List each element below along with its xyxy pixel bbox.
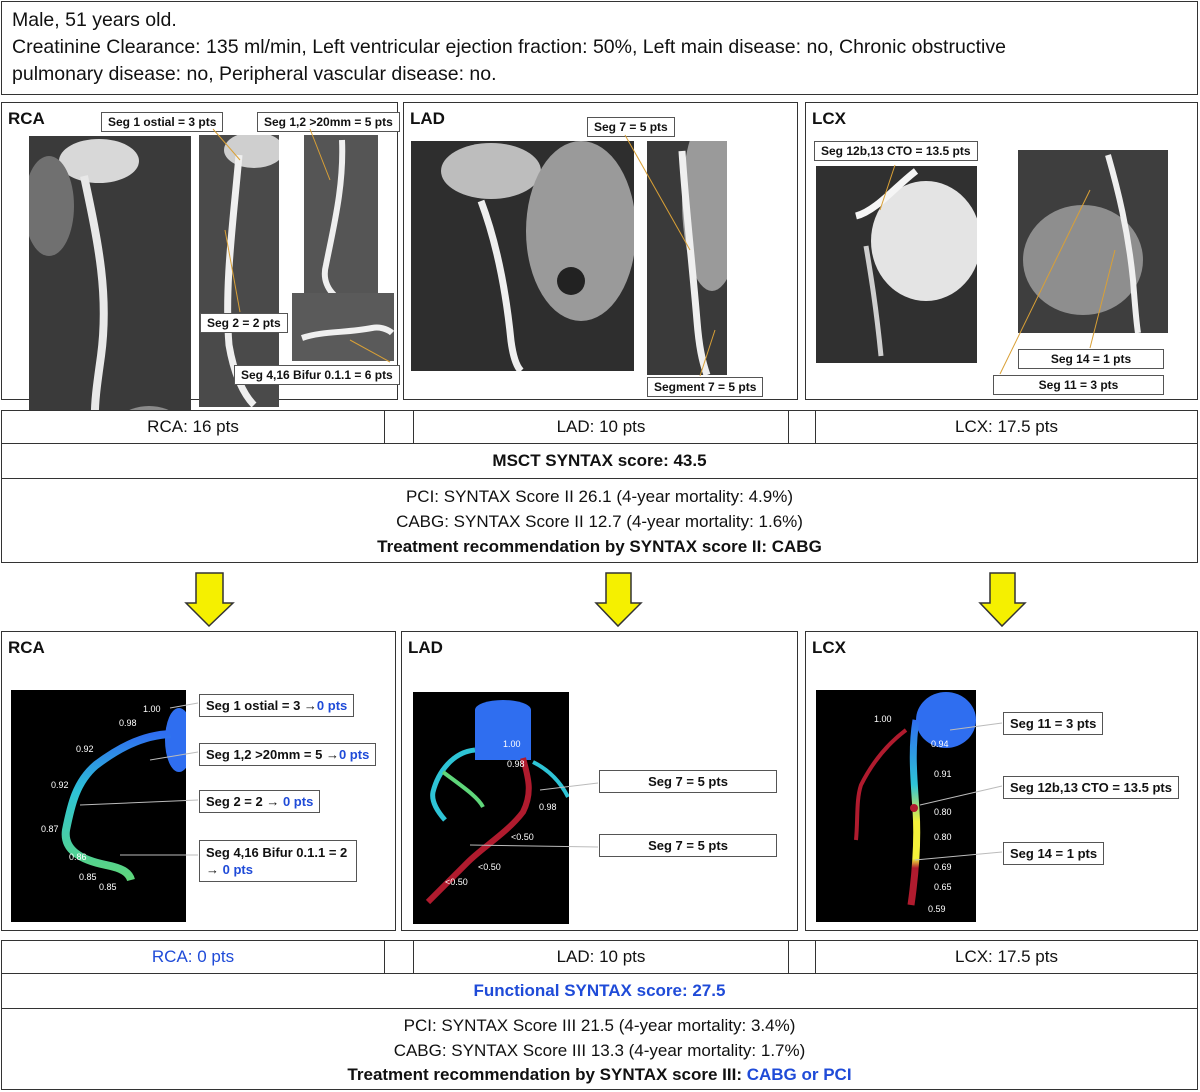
syntax-ii-pci: PCI: SYNTAX Score II 26.1 (4-year mortality: 4.9%) — [405, 487, 794, 506]
lcx-3d-model — [816, 690, 976, 922]
lcx-ffr-value: 0.80 — [934, 832, 952, 842]
lcx-ffr-value: 0.80 — [934, 807, 952, 817]
syntax-ii-recommendation — [2, 537, 1197, 557]
lcx-ffr-value: 0.91 — [934, 769, 952, 779]
syntax-iii-recommendation-value: CABG or PCI — [746, 1065, 852, 1084]
lcx-ffr-label-seg12b-13: Seg 12b,13 CTO = 13.5 pts — [1003, 776, 1179, 799]
functional-lcx-score — [815, 940, 1198, 974]
lad-ct-image-main — [411, 141, 634, 371]
msct-syntax-score: MSCT SYNTAX score: 43.5 — [492, 451, 707, 470]
lcx-label-seg12b-13: Seg 12b,13 CTO = 13.5 pts — [814, 141, 978, 161]
lcx-ffr-value: 0.69 — [934, 862, 952, 872]
anatomic-lad-score-text: LAD: 10 pts — [556, 417, 646, 436]
rca-ffr-label-seg4-16 — [199, 840, 357, 882]
syntax-iii-pci: PCI: SYNTAX Score III 21.5 (4-year mortality: 3.4%) — [403, 1016, 796, 1035]
rca-ffr-panel-title: RCA — [8, 638, 45, 657]
rca-ffr-label-seg1-text: Seg 1 ostial = 3 → — [206, 698, 317, 713]
lad-ffr-value: 1.00 — [503, 739, 521, 749]
anatomic-lcx-score — [815, 410, 1198, 444]
lcx-ffr-label-seg11: Seg 11 = 3 pts — [1003, 712, 1103, 735]
functional-lcx-score-text: LCX: 17.5 pts — [954, 947, 1058, 966]
rca-ffr-value: 0.92 — [51, 780, 69, 790]
functional-syntax-score-row — [1, 973, 1198, 1009]
down-arrow-rca — [186, 573, 233, 626]
lad-ffr-panel-title: LAD — [408, 638, 443, 657]
functional-syntax-score: Functional SYNTAX score: 27.5 — [473, 981, 726, 1000]
lad-ffr-value: 0.98 — [539, 802, 557, 812]
msct-syntax-score-row — [1, 443, 1198, 479]
rca-ffr-value: 0.98 — [119, 718, 137, 728]
down-arrow-lcx — [980, 573, 1025, 626]
rca-panel-title: RCA — [8, 109, 45, 128]
rca-ffr-value: 0.85 — [99, 882, 117, 892]
lcx-ffr-panel — [805, 631, 1198, 931]
anatomic-rca-score-text: RCA: 16 pts — [147, 417, 239, 436]
syntax-iii-recommendation-prefix: Treatment recommendation by SYNTAX score III: — [347, 1065, 747, 1084]
lcx-ffr-label-seg14: Seg 14 = 1 pts — [1003, 842, 1104, 865]
rca-label-seg4-16: Seg 4,16 Bifur 0.1.1 = 6 pts — [234, 365, 400, 385]
lad-label-seg7: Seg 7 = 5 pts — [587, 117, 675, 137]
lcx-label-seg14: Seg 14 = 1 pts — [1018, 349, 1164, 369]
functional-rca-score — [1, 940, 385, 974]
rca-ct-image-3 — [304, 135, 378, 295]
functional-rca-score-text: RCA: 0 pts — [151, 947, 235, 966]
lcx-ffr-value: 0.65 — [934, 882, 952, 892]
lcx-ct-image-main — [816, 166, 977, 363]
lcx-ffr-panel-title: LCX — [812, 638, 846, 657]
rca-label-seg1-ostial: Seg 1 ostial = 3 pts — [101, 112, 223, 132]
lad-ffr-panel — [401, 631, 798, 931]
anatomic-lad-score — [413, 410, 789, 444]
lad-label-segment7: Segment 7 = 5 pts — [647, 377, 763, 397]
rca-3d-model — [11, 690, 186, 922]
syntax-ii-box — [1, 478, 1198, 563]
rca-label-seg12-length: Seg 1,2 >20mm = 5 pts — [257, 112, 400, 132]
syntax-ii-cabg: CABG: SYNTAX Score II 12.7 (4-year mortality: 1.6%) — [396, 512, 803, 531]
lad-ffr-value: 0.98 — [507, 759, 525, 769]
lad-panel-title: LAD — [410, 109, 445, 128]
lad-3d-model — [413, 692, 569, 924]
anatomic-rca-score — [1, 410, 385, 444]
rca-ffr-value: 0.92 — [76, 744, 94, 754]
rca-ffr-label-seg2-text: Seg 2 = 2 → — [206, 794, 283, 809]
lcx-ffr-value: 0.59 — [928, 904, 946, 914]
anatomic-spacer-1 — [384, 410, 414, 444]
patient-demographics: Male, 51 years old. — [12, 9, 177, 31]
lcx-ct-image-2 — [1018, 150, 1168, 333]
rca-ffr-label-seg4-16-value: 0 pts — [222, 862, 253, 877]
patient-clinical-line-1: Creatinine Clearance: 135 ml/min, Left ventricular ejection fraction: 50%, Left main disease: no, Chronic obstructive — [12, 36, 1006, 58]
lad-ffr-label-seg7-a: Seg 7 = 5 pts — [599, 770, 777, 793]
lcx-ffr-value: 0.94 — [931, 739, 949, 749]
rca-ffr-value: 0.87 — [41, 824, 59, 834]
syntax-ii-recommendation-prefix: Treatment recommendation by — [377, 537, 630, 556]
functional-spacer-2 — [788, 940, 816, 974]
rca-ffr-label-seg12-text: Seg 1,2 >20mm = 5 → — [206, 747, 339, 762]
patient-clinical-line-2: pulmonary disease: no, Peripheral vascular disease: no. — [12, 63, 497, 85]
rca-ffr-panel — [1, 631, 396, 931]
rca-ffr-value: 0.85 — [79, 872, 97, 882]
rca-label-seg2: Seg 2 = 2 pts — [200, 313, 288, 333]
functional-lad-score-text: LAD: 10 pts — [556, 947, 646, 966]
rca-ct-image-4 — [292, 293, 394, 361]
rca-ffr-label-seg1-value: 0 pts — [316, 698, 348, 713]
lad-ffr-value: <0.50 — [478, 862, 501, 872]
lcx-panel-title: LCX — [812, 109, 846, 128]
lcx-label-seg11: Seg 11 = 3 pts — [993, 375, 1164, 395]
rca-ffr-label-seg12 — [199, 743, 376, 766]
rca-ct-panel — [1, 102, 398, 400]
rca-ffr-value: 1.00 — [143, 704, 161, 714]
rca-ffr-value: 0.86 — [69, 852, 87, 862]
syntax-iii-recommendation — [2, 1065, 1197, 1085]
rca-ffr-label-seg4-16-arrow: → — [206, 862, 223, 877]
functional-spacer-1 — [384, 940, 414, 974]
anatomic-lcx-score-text: LCX: 17.5 pts — [954, 417, 1058, 436]
syntax-iii-cabg: CABG: SYNTAX Score III 13.3 (4-year mortality: 1.7%) — [393, 1041, 806, 1060]
rca-ffr-label-seg2-value: 0 pts — [282, 794, 314, 809]
anatomic-spacer-2 — [788, 410, 816, 444]
lad-ct-image-2 — [647, 141, 727, 375]
rca-ffr-label-seg4-16-text: Seg 4,16 Bifur 0.1.1 = 2 — [206, 845, 348, 860]
syntax-ii-recommendation-syntax: SYNTAX — [629, 537, 698, 556]
lad-ct-panel — [403, 102, 798, 400]
lad-ffr-label-seg7-b: Seg 7 = 5 pts — [599, 834, 777, 857]
lad-ffr-value: <0.50 — [511, 832, 534, 842]
patient-info-box — [1, 1, 1198, 95]
lad-ffr-value: <0.50 — [445, 877, 468, 887]
rca-ffr-label-seg12-value: 0 pts — [338, 747, 370, 762]
functional-lad-score — [413, 940, 789, 974]
rca-ffr-label-seg1 — [199, 694, 354, 717]
syntax-iii-box — [1, 1008, 1198, 1090]
lcx-ct-panel — [805, 102, 1198, 400]
rca-ffr-label-seg2 — [199, 790, 320, 813]
syntax-ii-recommendation-suffix: score II: CABG — [697, 537, 822, 556]
lcx-ffr-value: 1.00 — [874, 714, 892, 724]
down-arrow-lad — [596, 573, 641, 626]
